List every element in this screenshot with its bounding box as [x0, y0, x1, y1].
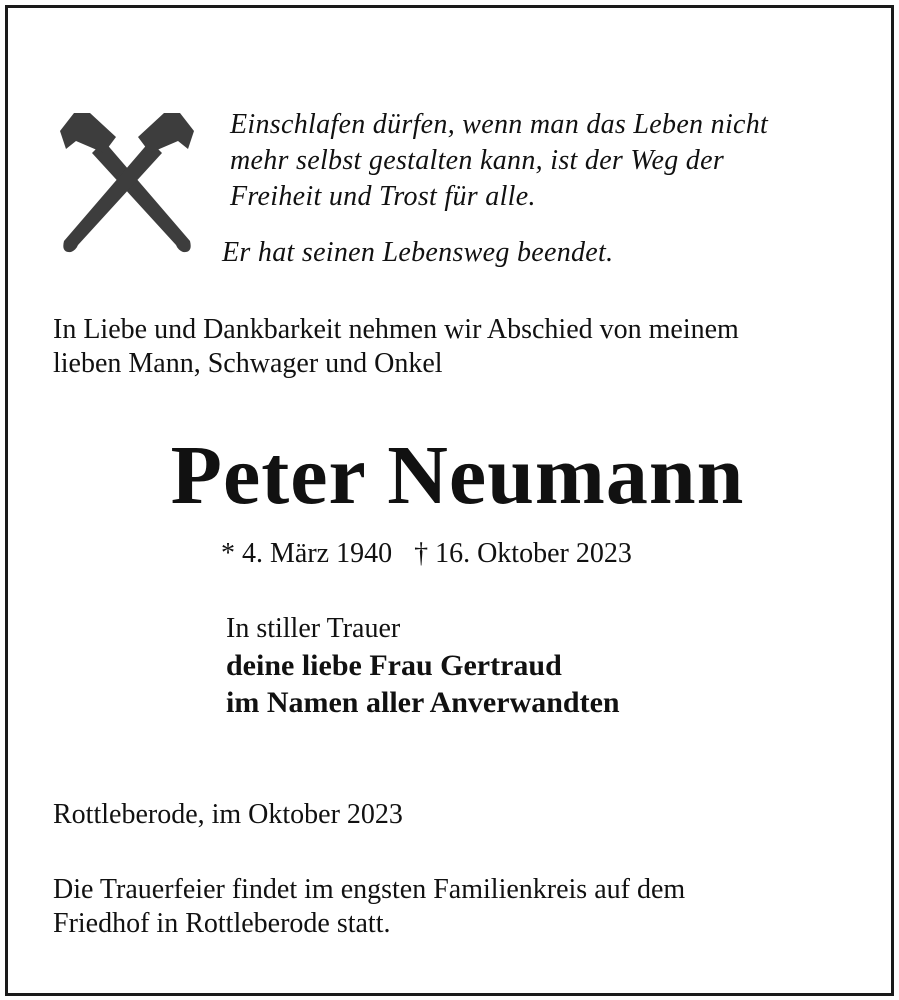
- obituary-frame: [5, 5, 894, 996]
- funeral-notice: [53, 873, 685, 941]
- crossed-hammers-icon: [52, 101, 202, 261]
- mourners-block: [226, 611, 620, 721]
- deceased-name: Peter Neumann: [170, 429, 745, 522]
- quote-line: Freiheit und Trost für alle.: [230, 181, 536, 212]
- birth-date: * 4. März 1940: [221, 538, 393, 569]
- quote-text: [230, 107, 768, 215]
- mourners-heading: In stiller Trauer: [226, 613, 401, 644]
- place-date: Rottleberode, im Oktober 2023: [53, 799, 403, 830]
- intro-line: lieben Mann, Schwager und Onkel: [53, 348, 443, 379]
- quote-line: Einschlafen dürfen, wenn man das Leben nicht: [230, 109, 769, 140]
- quote-line: mehr selbst gestalten kann, ist der Weg der: [230, 145, 725, 176]
- intro-text: [53, 313, 739, 381]
- intro-line: In Liebe und Dankbarkeit nehmen wir Abschied von meinem: [53, 314, 739, 345]
- mourner-line: im Namen aller Anverwandten: [226, 686, 620, 719]
- life-line-text: Er hat seinen Lebensweg beendet.: [222, 237, 614, 268]
- life-dates: [221, 537, 632, 571]
- mourner-line: deine liebe Frau Gertraud: [226, 649, 562, 682]
- notice-line: Die Trauerfeier findet im engsten Familienkreis auf dem: [53, 874, 686, 905]
- death-date: † 16. Oktober 2023: [414, 538, 632, 569]
- notice-line: Friedhof in Rottleberode statt.: [53, 908, 391, 939]
